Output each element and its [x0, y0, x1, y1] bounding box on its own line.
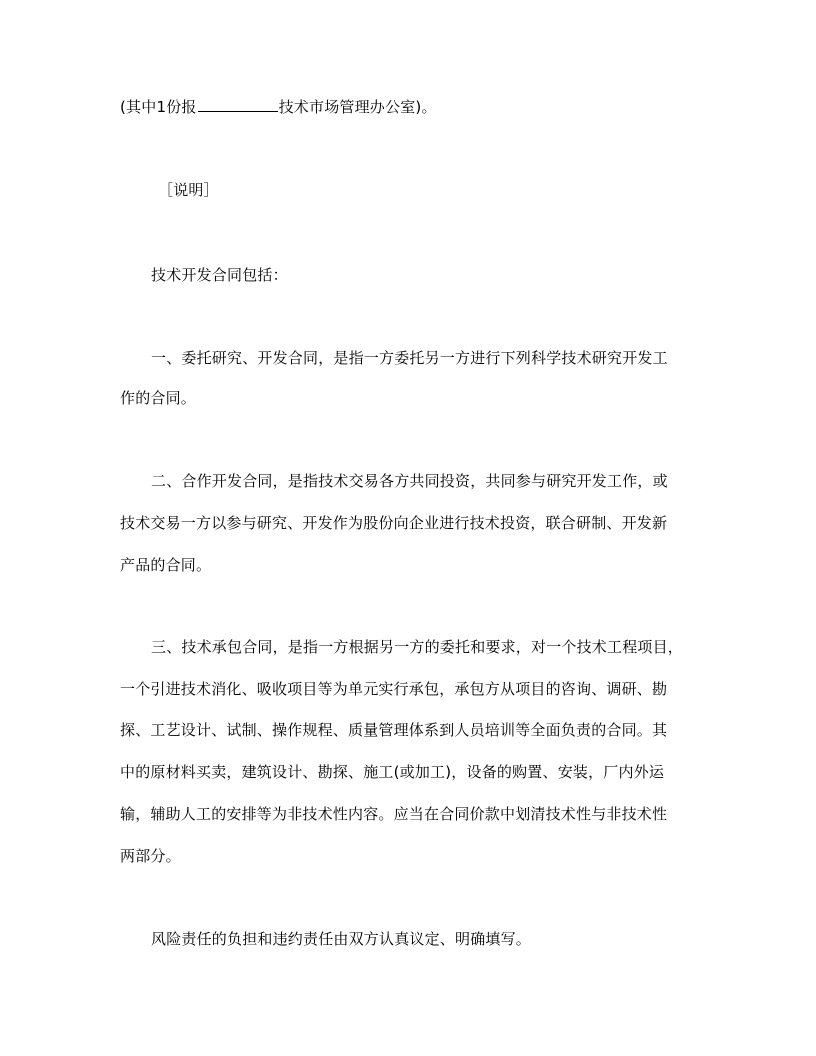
intro-paragraph: 技术开发合同包括：	[151, 266, 288, 284]
submit-line-suffix: 技术市场管理办公室)。	[278, 98, 437, 116]
item2-line-3: 产品的合同。	[120, 556, 212, 574]
risk-paragraph: 风险责任的负担和违约责任由双方认真议定、明确填写。	[151, 930, 532, 948]
item3-line-3: 探、工艺设计、试制、操作规程、质量管理体系到人员培训等全面负责的合同。其	[120, 721, 668, 739]
item3-line-2: 一个引进技术消化、吸收项目等为单元实行承包，承包方从项目的咨询、调研、勘	[120, 680, 668, 698]
submit-line-prefix: (其中1份报	[120, 98, 197, 116]
item3-line-1: 三、技术承包合同，是指一方根据另一方的委托和要求，对一个技术工程项目，	[151, 638, 684, 656]
item3-line-5: 输，辅助人工的安排等为非技术性内容。应当在合同价款中划清技术性与非技术性	[120, 805, 668, 823]
item3-line-6: 两部分。	[120, 847, 181, 865]
submit-line	[120, 96, 700, 117]
item2-line-2: 技术交易一方以参与研究、开发作为股份向企业进行技术投资，联合研制、开发新	[120, 514, 668, 532]
item2-line-1: 二、合作开发合同，是指技术交易各方共同投资，共同参与研究开发工作，或	[151, 472, 668, 490]
item1-line-2: 作的合同。	[120, 389, 197, 407]
item1-line-1: 一、委托研究、开发合同，是指一方委托另一方进行下列科学技术研究开发工	[151, 349, 668, 367]
item3-line-4: 中的原材料买卖，建筑设计、勘探、施工(或加工)，设备的购置、安装，厂内外运	[120, 763, 665, 781]
blank-underline	[198, 96, 278, 112]
note-heading: ［说明］	[158, 181, 219, 199]
